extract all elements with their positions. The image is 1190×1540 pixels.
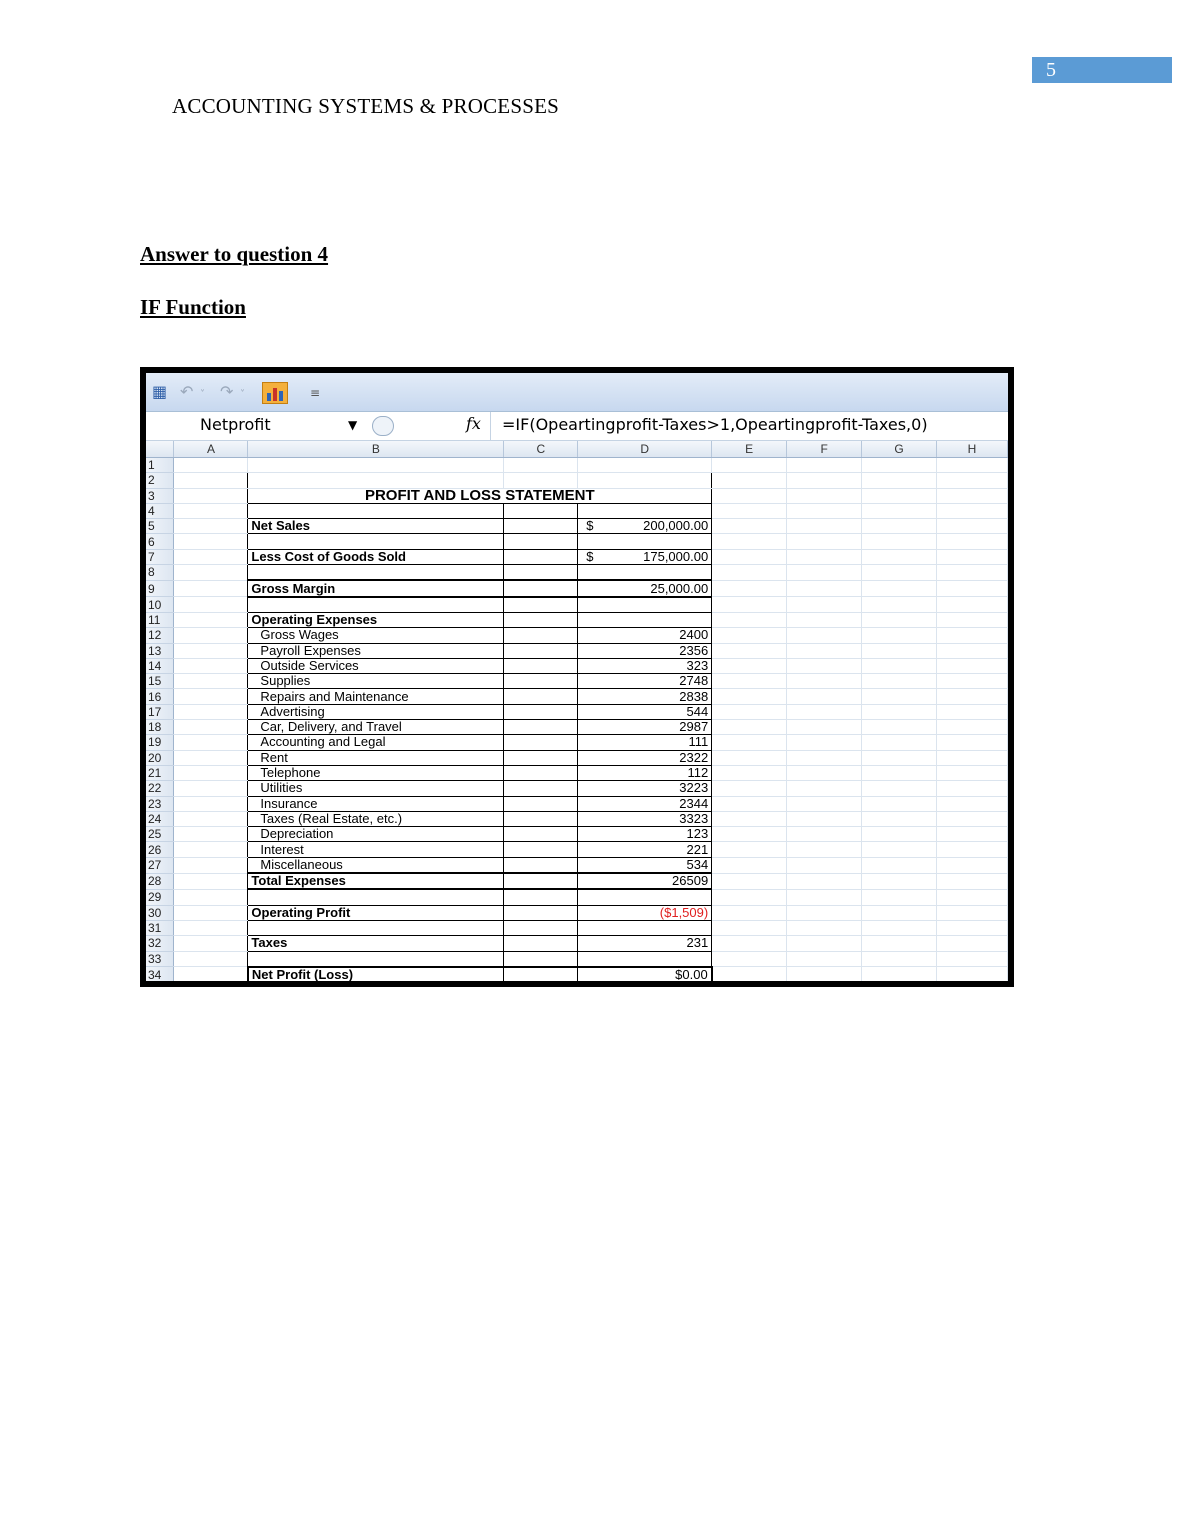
expense-row (146, 811, 1008, 826)
expense-value[interactable]: 2322 (578, 750, 712, 765)
gross-margin-value[interactable]: 25,000.00 (578, 580, 712, 596)
row-header[interactable]: 13 (146, 643, 174, 658)
row-header[interactable]: 27 (146, 857, 174, 873)
expense-row (146, 643, 1008, 658)
expense-value[interactable]: 2838 (578, 689, 712, 704)
row-header[interactable]: 9 (146, 580, 174, 596)
expense-label[interactable]: Payroll Expenses (248, 643, 504, 658)
excel-screenshot (140, 367, 1014, 987)
row-header[interactable]: 18 (146, 720, 174, 735)
row-header[interactable]: 5 (146, 519, 174, 534)
spreadsheet-grid (146, 441, 1008, 981)
expense-row (146, 827, 1008, 842)
expense-label[interactable]: Accounting and Legal (248, 735, 504, 750)
taxes-value[interactable]: 231 (578, 936, 712, 951)
expense-value[interactable]: 534 (578, 857, 712, 873)
row-header[interactable]: 32 (146, 936, 174, 951)
expense-value[interactable]: 3323 (578, 811, 712, 826)
row-header[interactable]: 3 (146, 488, 174, 503)
row-header[interactable]: 14 (146, 658, 174, 673)
gross-margin-label[interactable]: Gross Margin (248, 580, 504, 596)
column-header[interactable]: F (787, 441, 862, 458)
row-header[interactable]: 2 (146, 473, 174, 488)
expense-label[interactable]: Depreciation (248, 827, 504, 842)
expense-value[interactable]: 112 (578, 765, 712, 780)
row-header[interactable]: 10 (146, 597, 174, 613)
total-expenses-value[interactable]: 26509 (578, 873, 712, 889)
expense-row (146, 720, 1008, 735)
customize-icon[interactable]: ≡ (310, 386, 321, 400)
expense-label[interactable]: Rent (248, 750, 504, 765)
operating-expenses-label[interactable]: Operating Expenses (248, 612, 504, 627)
row-header[interactable]: 1 (146, 458, 174, 473)
operating-profit-label[interactable]: Operating Profit (248, 905, 504, 920)
row-header[interactable]: 17 (146, 704, 174, 719)
formula-input[interactable]: =IF(Opeartingprofit-Taxes>1,Opeartingprofit-Taxes,0) (502, 415, 928, 434)
column-header[interactable]: D (578, 441, 712, 458)
net-sales-value[interactable]: $ 200,000.00 (578, 519, 712, 534)
net-sales-label[interactable]: Net Sales (248, 519, 504, 534)
row-header[interactable]: 19 (146, 735, 174, 750)
column-header[interactable]: H (937, 441, 1008, 458)
column-header[interactable]: B (248, 441, 504, 458)
row-header[interactable]: 34 (146, 967, 174, 981)
expense-label[interactable]: Outside Services (248, 658, 504, 673)
cancel-circle-icon[interactable] (372, 416, 394, 436)
row-header[interactable]: 8 (146, 565, 174, 581)
column-header[interactable]: E (712, 441, 787, 458)
net-profit-label[interactable]: Net Profit (Loss) (248, 967, 504, 981)
row-header[interactable]: 25 (146, 827, 174, 842)
row-header[interactable]: 7 (146, 549, 174, 564)
expense-row (146, 842, 1008, 857)
row-header[interactable]: 20 (146, 750, 174, 765)
row-header[interactable]: 15 (146, 674, 174, 689)
expense-label[interactable]: Telephone (248, 765, 504, 780)
expense-row (146, 704, 1008, 719)
total-expenses-label[interactable]: Total Expenses (248, 873, 504, 889)
running-head: ACCOUNTING SYSTEMS & PROCESSES (172, 94, 559, 118)
column-header[interactable]: G (862, 441, 937, 458)
expense-value[interactable]: 111 (578, 735, 712, 750)
expense-label[interactable]: Repairs and Maintenance (248, 689, 504, 704)
row-header[interactable]: 12 (146, 628, 174, 643)
name-box[interactable]: Netprofit (200, 415, 271, 434)
row-header[interactable]: 31 (146, 920, 174, 935)
expense-row (146, 735, 1008, 750)
expense-label[interactable]: Miscellaneous (248, 857, 504, 873)
quick-access-toolbar (146, 373, 1008, 412)
select-all-corner[interactable] (146, 441, 174, 458)
expense-label[interactable]: Taxes (Real Estate, etc.) (248, 811, 504, 826)
expense-value[interactable]: 123 (578, 827, 712, 842)
row-header[interactable]: 28 (146, 873, 174, 889)
expense-value[interactable]: 2356 (578, 643, 712, 658)
expense-value[interactable]: 221 (578, 842, 712, 857)
operating-profit-value[interactable]: ($1,509) (578, 905, 712, 920)
expense-row (146, 674, 1008, 689)
expense-row (146, 689, 1008, 704)
row-header[interactable]: 33 (146, 951, 174, 967)
expense-row (146, 781, 1008, 796)
row-header[interactable]: 22 (146, 781, 174, 796)
statement-title[interactable]: PROFIT AND LOSS STATEMENT (248, 488, 712, 503)
expense-label[interactable]: Gross Wages (248, 628, 504, 643)
row-header[interactable]: 30 (146, 905, 174, 920)
row-header[interactable]: 24 (146, 811, 174, 826)
row-header[interactable]: 16 (146, 689, 174, 704)
cogs-label[interactable]: Less Cost of Goods Sold (248, 549, 504, 564)
expense-row (146, 857, 1008, 873)
expense-label[interactable]: Car, Delivery, and Travel (248, 720, 504, 735)
if-function-heading: IF Function (140, 295, 246, 319)
expense-value[interactable]: 544 (578, 704, 712, 719)
row-header[interactable]: 6 (146, 534, 174, 549)
column-header[interactable]: A (174, 441, 248, 458)
expense-label[interactable]: Advertising (248, 704, 504, 719)
expense-label[interactable]: Utilities (248, 781, 504, 796)
expense-row (146, 765, 1008, 780)
cogs-value[interactable]: $ 175,000.00 (578, 549, 712, 564)
expense-value[interactable]: 323 (578, 658, 712, 673)
expense-value[interactable]: 3223 (578, 781, 712, 796)
chart-icon[interactable] (262, 382, 288, 404)
row-header[interactable]: 4 (146, 503, 174, 518)
formula-bar (146, 412, 1008, 441)
undo-dropdown-icon[interactable]: ˅ (200, 389, 205, 400)
expense-value[interactable]: 2344 (578, 796, 712, 811)
fx-icon[interactable]: fx (466, 414, 481, 433)
expense-row (146, 658, 1008, 673)
row-header[interactable]: 26 (146, 842, 174, 857)
undo-icon[interactable]: ↶ (180, 382, 194, 401)
expense-row (146, 628, 1008, 643)
expense-row (146, 750, 1008, 765)
expense-value[interactable]: 2987 (578, 720, 712, 735)
expense-label[interactable]: Insurance (248, 796, 504, 811)
expense-label[interactable]: Interest (248, 842, 504, 857)
column-header[interactable]: C (504, 441, 578, 458)
save-icon[interactable]: ▦ (152, 382, 168, 401)
taxes-label[interactable]: Taxes (248, 936, 504, 951)
net-profit-value[interactable]: $0.00 (578, 967, 712, 981)
expense-row (146, 796, 1008, 811)
answer-heading: Answer to question 4 (140, 242, 329, 266)
expense-value[interactable]: 2748 (578, 674, 712, 689)
row-header[interactable]: 21 (146, 765, 174, 780)
row-header[interactable]: 29 (146, 889, 174, 905)
row-header[interactable]: 23 (146, 796, 174, 811)
expense-label[interactable]: Supplies (248, 674, 504, 689)
redo-icon[interactable]: ↷ (220, 382, 234, 401)
expense-value[interactable]: 2400 (578, 628, 712, 643)
page-number: 5 (1032, 57, 1172, 83)
redo-dropdown-icon[interactable]: ˅ (240, 389, 245, 400)
chevron-down-icon[interactable]: ▼ (348, 418, 358, 432)
row-header[interactable]: 11 (146, 612, 174, 627)
